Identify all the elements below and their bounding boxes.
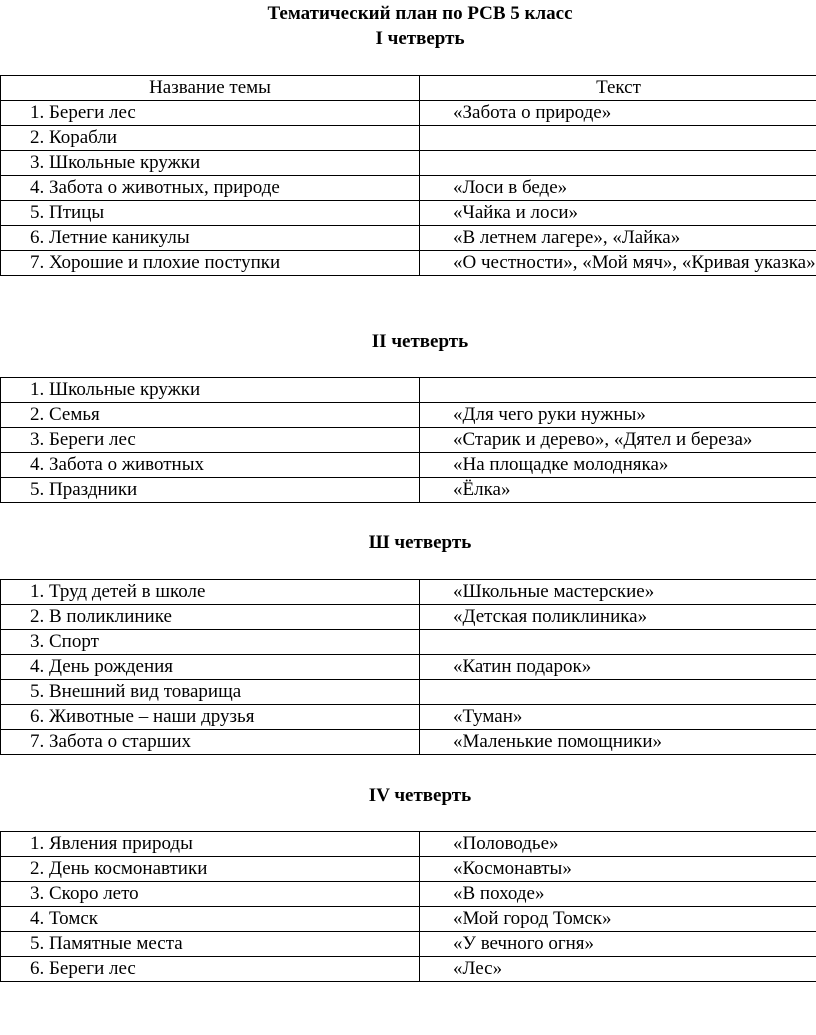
quarter-1-heading: I четверть	[375, 28, 465, 49]
text-cell: «В походе»	[420, 882, 816, 907]
table-row	[1, 403, 816, 428]
text-cell: «Половодье»	[420, 832, 816, 857]
quarter-4-heading: IV четверть	[368, 785, 472, 806]
topic-cell: 2. Корабли	[1, 126, 420, 151]
text-cell: «Лоси в беде»	[420, 176, 816, 201]
quarter-2-heading: II четверть	[371, 331, 469, 352]
table-row	[1, 428, 816, 453]
topic-cell: 4. Томск	[1, 907, 420, 932]
text-cell: «В летнем лагере», «Лайка»	[420, 226, 816, 251]
text-cell: «Для чего руки нужны»	[420, 403, 816, 428]
table-row	[1, 226, 816, 251]
topic-cell: 6. Береги лес	[1, 957, 420, 982]
table-row	[1, 151, 816, 176]
text-cell: «Старик и дерево», «Дятел и береза»	[420, 428, 816, 453]
text-cell: «Чайка и лоси»	[420, 201, 816, 226]
topic-cell: 4. Забота о животных, природе	[1, 176, 420, 201]
quarter-2-body	[1, 378, 816, 503]
table-row	[1, 655, 816, 680]
table-row	[1, 705, 816, 730]
text-cell: «Космонавты»	[420, 857, 816, 882]
topic-cell: 5. Птицы	[1, 201, 420, 226]
text-cell: «Детская поликлиника»	[420, 605, 816, 630]
topic-cell: 1. Труд детей в школе	[1, 580, 420, 605]
table-row	[1, 251, 816, 276]
quarter-3-body	[1, 580, 816, 755]
quarter-4-table	[0, 831, 816, 982]
table-row	[1, 630, 816, 655]
text-cell: «Катин подарок»	[420, 655, 816, 680]
topic-cell: 2. В поликлинике	[1, 605, 420, 630]
topic-cell: 5. Внешний вид товарища	[1, 680, 420, 705]
topic-cell: 3. Скоро лето	[1, 882, 420, 907]
topic-cell: 7. Хорошие и плохие поступки	[1, 251, 420, 276]
topic-cell: 6. Летние каникулы	[1, 226, 420, 251]
table-row	[1, 378, 816, 403]
quarter-3-heading: Ш четверть	[368, 532, 472, 553]
table-row	[1, 101, 816, 126]
topic-cell: 6. Животные – наши друзья	[1, 705, 420, 730]
quarter-1-table	[0, 75, 816, 276]
table-row	[1, 478, 816, 503]
topic-cell: 7. Забота о старших	[1, 730, 420, 755]
text-cell: «О честности», «Мой мяч», «Кривая указка»	[420, 251, 816, 276]
topic-cell: 2. Семья	[1, 403, 420, 428]
table-row	[1, 680, 816, 705]
table-row	[1, 605, 816, 630]
document-title	[0, 1, 816, 51]
table-row	[1, 580, 816, 605]
text-cell: «Забота о природе»	[420, 101, 816, 126]
text-cell	[420, 151, 816, 176]
table-row	[1, 882, 816, 907]
text-cell	[420, 378, 816, 403]
table-row	[1, 730, 816, 755]
quarter-3-table	[0, 579, 816, 755]
table-row	[1, 832, 816, 857]
table-row	[1, 857, 816, 882]
topic-cell: 3. Школьные кружки	[1, 151, 420, 176]
text-cell: «У вечного огня»	[420, 932, 816, 957]
table-row	[1, 453, 816, 478]
topic-cell: 1. Береги лес	[1, 101, 420, 126]
table-row	[1, 957, 816, 982]
topic-cell: 4. Забота о животных	[1, 453, 420, 478]
topic-cell: 1. Явления природы	[1, 832, 420, 857]
text-cell: «Лес»	[420, 957, 816, 982]
column-header-text: Текст	[420, 76, 816, 101]
text-cell	[420, 680, 816, 705]
text-cell	[420, 126, 816, 151]
quarter-1-body	[1, 101, 816, 276]
topic-cell: 3. Береги лес	[1, 428, 420, 453]
text-cell: «На площадке молодняка»	[420, 453, 816, 478]
table-row	[1, 907, 816, 932]
text-cell: «Школьные мастерские»	[420, 580, 816, 605]
text-cell: «Маленькие помощники»	[420, 730, 816, 755]
quarter-4-body	[1, 832, 816, 982]
text-cell	[420, 630, 816, 655]
title-line: Тематический план по РСВ 5 класс	[267, 3, 573, 24]
text-cell: «Ёлка»	[420, 478, 816, 503]
text-cell: «Мой город Томск»	[420, 907, 816, 932]
topic-cell: 3. Спорт	[1, 630, 420, 655]
topic-cell: 4. День рождения	[1, 655, 420, 680]
table-row	[1, 176, 816, 201]
topic-cell: 2. День космонавтики	[1, 857, 420, 882]
table-header-row	[1, 76, 816, 101]
column-header-topic: Название темы	[1, 76, 420, 101]
topic-cell: 5. Праздники	[1, 478, 420, 503]
quarter-2-table	[0, 377, 816, 503]
table-row	[1, 201, 816, 226]
topic-cell: 5. Памятные места	[1, 932, 420, 957]
table-row	[1, 932, 816, 957]
table-row	[1, 126, 816, 151]
text-cell: «Туман»	[420, 705, 816, 730]
topic-cell: 1. Школьные кружки	[1, 378, 420, 403]
